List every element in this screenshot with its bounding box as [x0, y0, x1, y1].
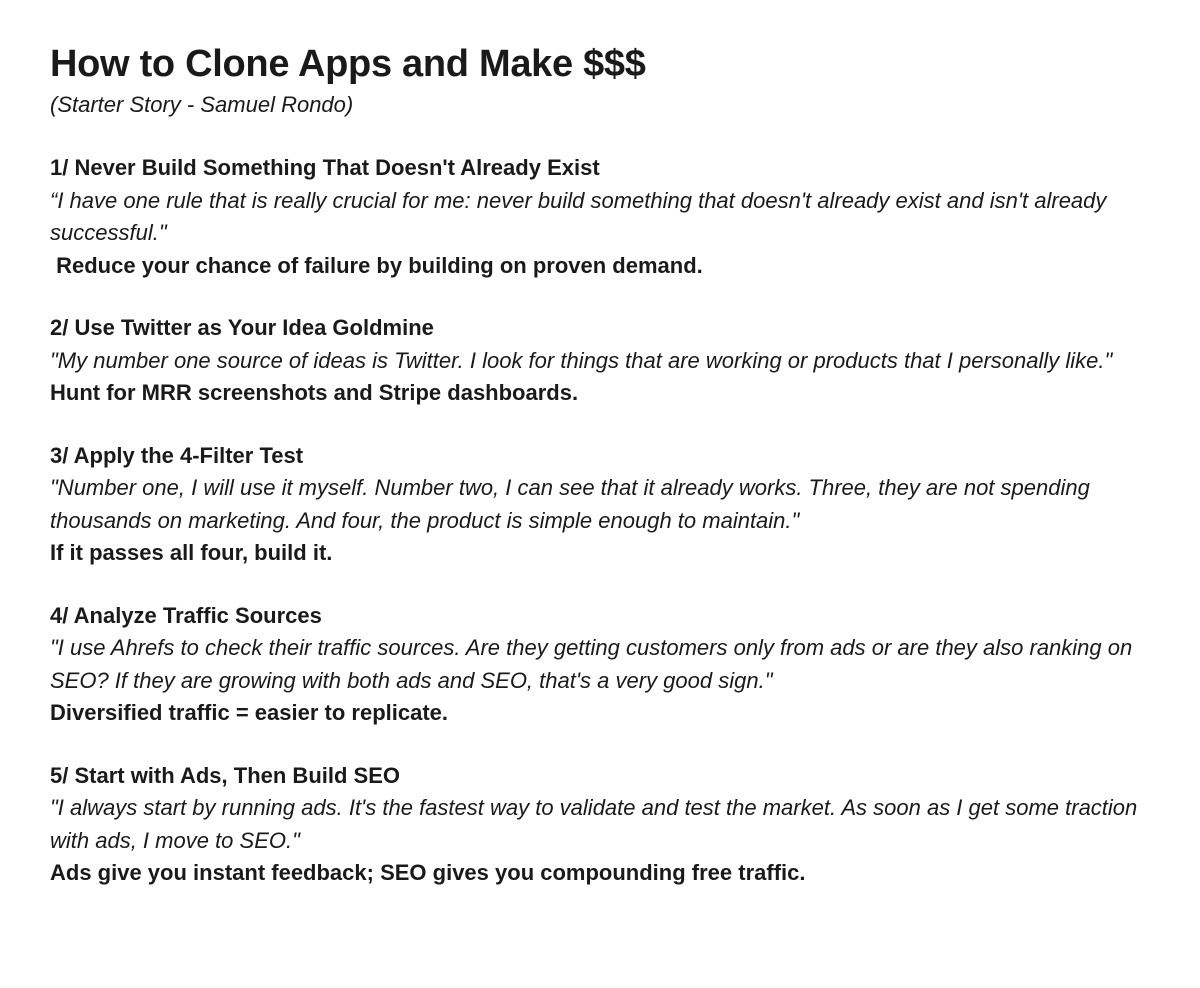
- section-takeaway: Ads give you instant feedback; SEO gives you compounding free traffic.: [50, 860, 806, 885]
- page-title: How to Clone Apps and Make $$$: [50, 43, 646, 85]
- section-heading: 4/ Analyze Traffic Sources: [50, 602, 322, 628]
- section-heading: 1/ Never Build Something That Doesn't Already Exist: [50, 155, 600, 180]
- section-quote: “I have one rule that is really crucial for me: never build something that doesn't already exist and isn't already successful.": [50, 187, 1107, 245]
- section-3: [50, 440, 1160, 570]
- section-4: [50, 600, 1160, 730]
- section-quote: "I always start by running ads. It's the fastest way to validate and test the market. As soon as I get some traction with ads, I move to SEO.": [50, 795, 1138, 853]
- section-5: [50, 760, 1160, 890]
- section-heading: 2/ Use Twitter as Your Idea Goldmine: [50, 315, 434, 340]
- section-quote: "I use Ahrefs to check their traffic sources. Are they getting customers only from ads or are they also ranking on SEO? If they are growing with both ads and SEO, that's a very good sign.": [50, 635, 1133, 693]
- section-1: [50, 152, 1160, 282]
- section-quote: "Number one, I will use it myself. Number two, I can see that it already works. Three, they are not spending thousands on marketing. And four, the product is simple enough to maintain.": [50, 475, 1090, 533]
- section-takeaway: Hunt for MRR screenshots and Stripe dashboards.: [50, 380, 579, 405]
- section-heading: 5/ Start with Ads, Then Build SEO: [50, 762, 400, 788]
- section-heading: 3/ Apply the 4-Filter Test: [50, 442, 304, 468]
- section-quote: "My number one source of ideas is Twitter. I look for things that are working or products that I personally like.": [50, 347, 1113, 373]
- section-2: [50, 312, 1160, 410]
- section-takeaway: Diversified traffic = easier to replicate.: [50, 700, 449, 725]
- page-subtitle: (Starter Story - Samuel Rondo): [50, 92, 354, 117]
- section-takeaway: Reduce your chance of failure by building on proven demand.: [50, 252, 703, 278]
- section-takeaway: If it passes all four, build it.: [50, 540, 333, 565]
